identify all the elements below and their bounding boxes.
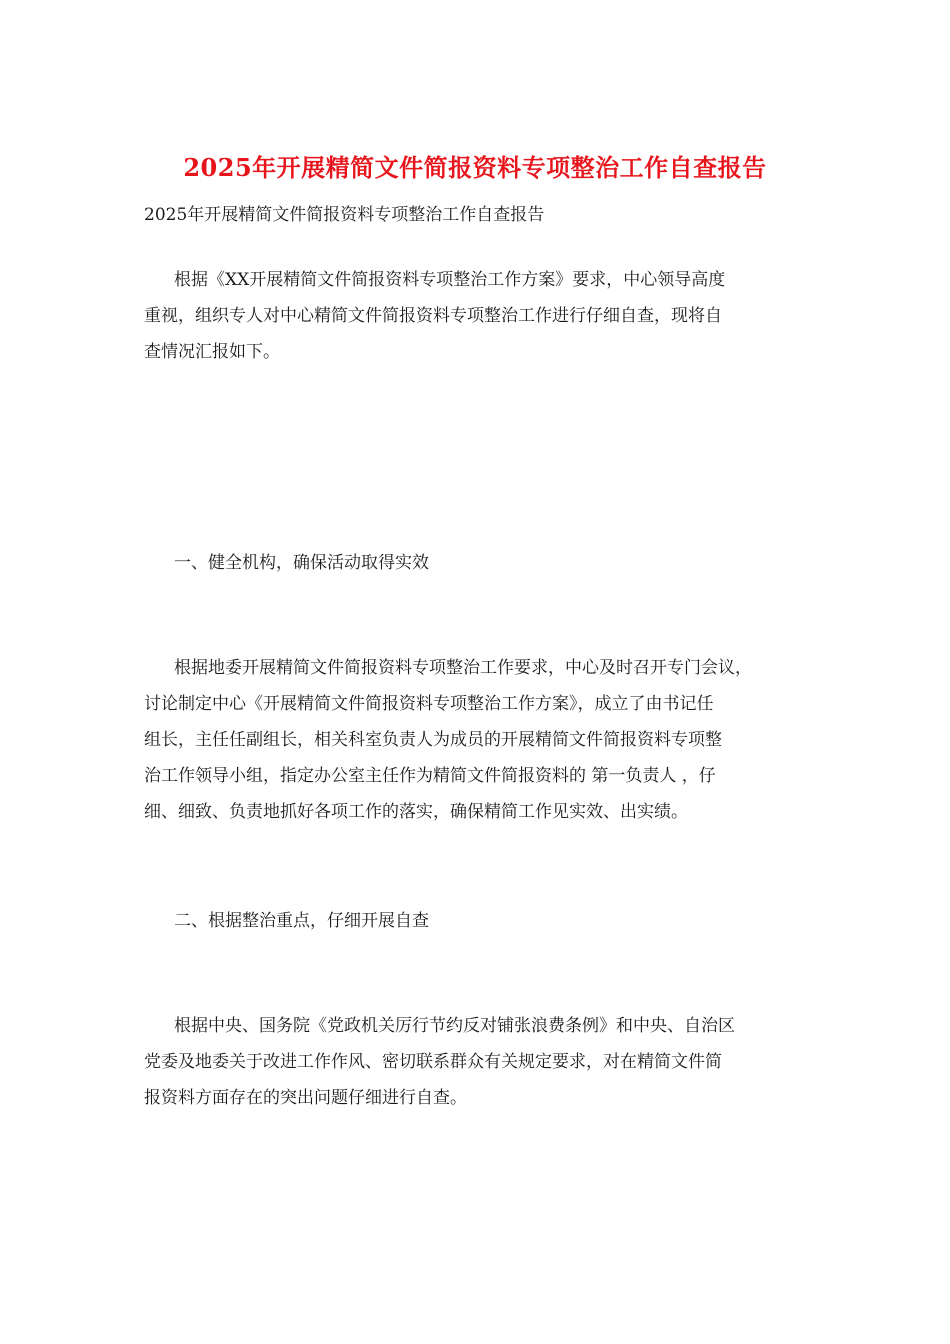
section-1-line: 治工作领导小组，指定办公室主任作为精简文件简报资料的 第一负责人 ，仔 (144, 766, 716, 786)
intro-line: 根据《XX开展精简文件简报资料专项整治工作方案》要求，中心领导高度 (174, 270, 726, 290)
section-1-line: 细、细致、负责地抓好各项工作的落实，确保精简工作见实效、出实绩。 (144, 802, 688, 822)
document-subtitle: 2025年开展精简文件简报资料专项整治工作自查报告 (144, 205, 545, 225)
section-2-line: 报资料方面存在的突出问题仔细进行自查。 (144, 1088, 467, 1108)
section-1-line: 讨论制定中心《开展精简文件简报资料专项整治工作方案》，成立了由书记任 (144, 694, 714, 714)
section-2-heading: 二、根据整治重点，仔细开展自查 (174, 911, 429, 931)
intro-paragraph (144, 262, 804, 370)
section-1-paragraph (144, 650, 804, 830)
intro-line: 查情况汇报如下。 (144, 342, 280, 362)
document-title: 2025年开展精简文件简报资料专项整治工作自查报告 (183, 153, 767, 182)
section-2-line: 根据中央、国务院《党政机关厉行节约反对铺张浪费条例》和中央、自治区 (174, 1016, 735, 1036)
section-2-line: 党委及地委关于改进工作作风、密切联系群众有关规定要求，对在精简文件简 (144, 1052, 722, 1072)
intro-line: 重视，组织专人对中心精简文件简报资料专项整治工作进行仔细自查，现将自 (144, 306, 722, 326)
section-2-paragraph (144, 1008, 804, 1116)
section-1-heading: 一、健全机构，确保活动取得实效 (174, 553, 429, 573)
section-1-line: 组长，主任任副组长，相关科室负责人为成员的开展精简文件简报资料专项整 (144, 730, 722, 750)
section-1-line: 根据地委开展精简文件简报资料专项整治工作要求，中心及时召开专门会议， (174, 658, 752, 678)
